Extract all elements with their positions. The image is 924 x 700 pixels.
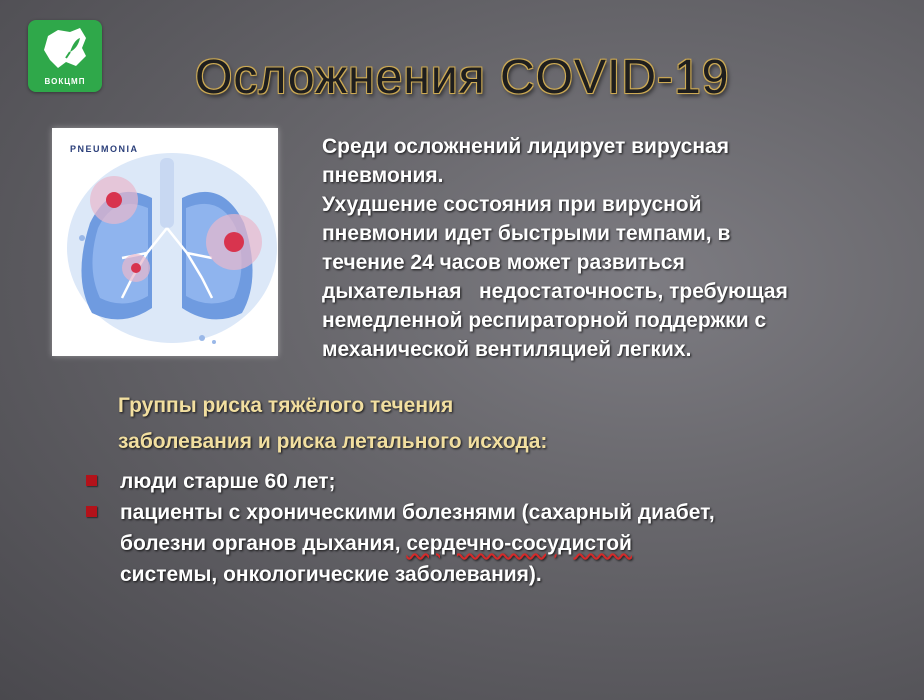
square-bullet-icon xyxy=(86,475,97,486)
risk-heading-line: заболевания и риска летального исхода: xyxy=(118,430,548,453)
risk-heading-line: Группы риска тяжёлого течения xyxy=(118,394,454,417)
paragraph-line: пневмония. xyxy=(322,164,444,187)
list-item-text xyxy=(120,528,715,559)
lungs-icon xyxy=(52,128,278,356)
square-bullet-icon xyxy=(86,506,97,517)
logo-text: ВОКЦМП xyxy=(44,77,86,86)
list-item xyxy=(84,466,715,497)
paragraph-line: механической вентиляцией легких. xyxy=(322,338,692,361)
list-item-text: системы, онкологические заболевания). xyxy=(120,563,542,586)
paragraph-line: немедленной респираторной поддержки с xyxy=(322,309,767,332)
region-map-icon xyxy=(40,26,90,72)
risk-groups-heading xyxy=(118,388,547,460)
list-item-text: пациенты с хроническими болезнями (сахарный диабет, xyxy=(120,501,715,524)
paragraph-line: пневмонии идет быстрыми темпами, в xyxy=(322,222,731,245)
spellcheck-underlined-text: сердечно-сосудистой xyxy=(406,532,632,555)
paragraph-line: течение 24 часов может развиться xyxy=(322,251,685,274)
slide-title: Осложнения COVID-19 xyxy=(195,51,730,104)
paragraph-line: Ухудшение состояния при вирусной xyxy=(322,193,702,216)
risk-groups-list xyxy=(84,466,715,590)
list-item-text-part: болезни органов дыхания, xyxy=(120,532,407,555)
list-item xyxy=(84,497,715,590)
image-label: PNEUMONIA xyxy=(70,144,139,154)
organization-logo xyxy=(28,20,102,92)
paragraph-line: Среди осложнений лидирует вирусная xyxy=(322,135,729,158)
pneumonia-illustration xyxy=(52,128,278,356)
paragraph-line: дыхательная недостаточность, требующая xyxy=(322,280,788,303)
complications-paragraph xyxy=(322,132,902,364)
list-item-text: люди старше 60 лет; xyxy=(120,470,336,493)
